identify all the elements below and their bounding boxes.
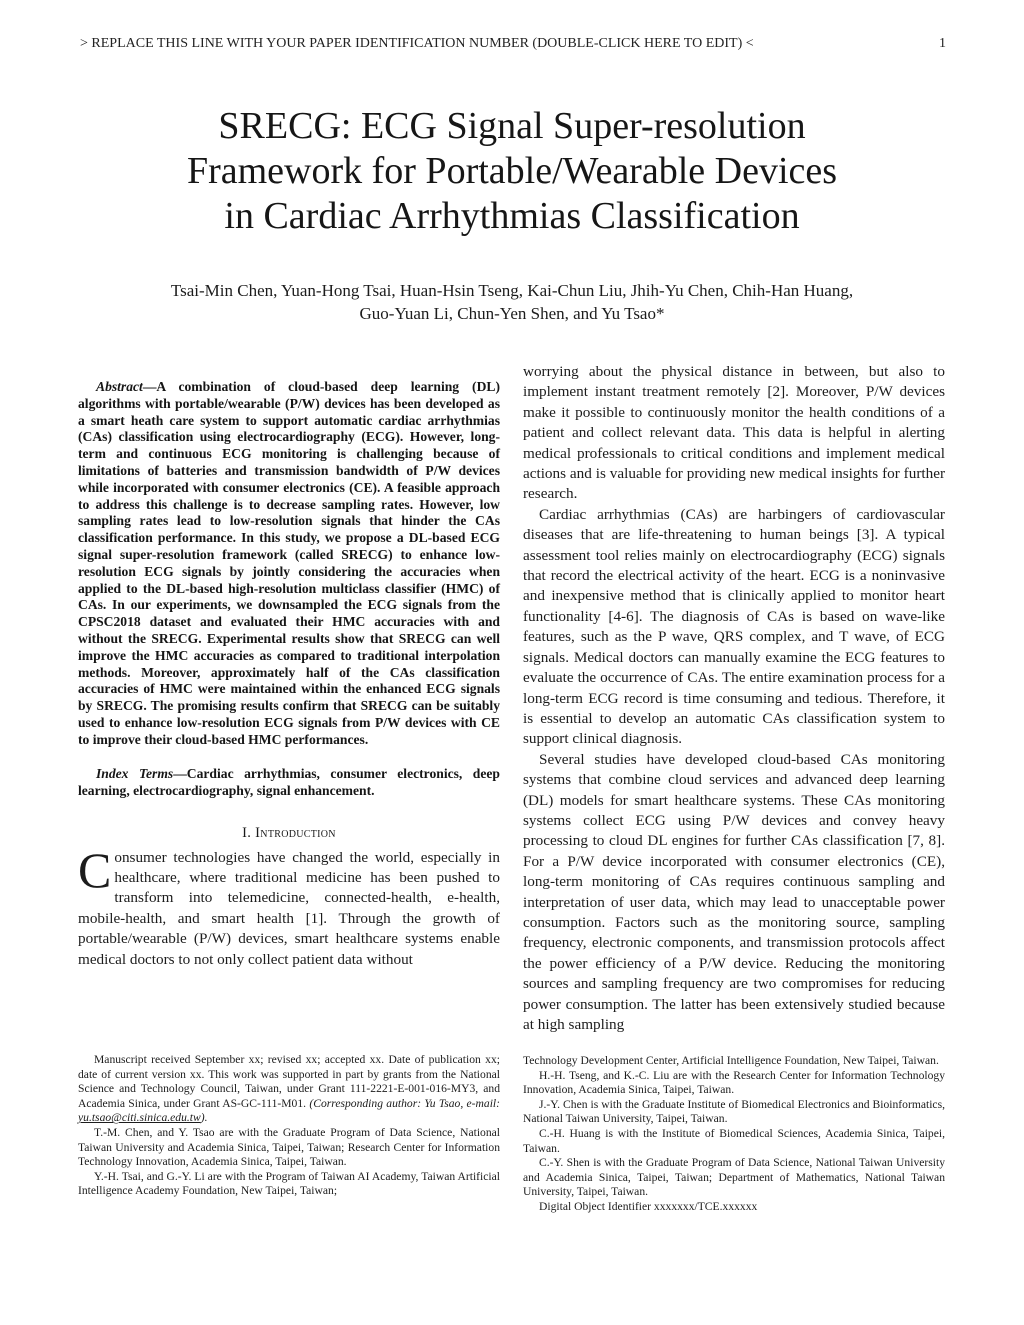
authors-line-2: Guo-Yuan Li, Chun-Yen Shen, and Yu Tsao* [359,304,665,323]
title-line-1: SRECG: ECG Signal Super-resolution [218,105,806,147]
index-terms-dash: — [173,765,187,781]
footnote-affiliation-3: H.-H. Tseng, and K.-C. Liu are with the Research Center for Information Technology Innovation, Academia Sinica, Taipei, Taiwan. [523,1068,945,1097]
footnote-affiliation-4: J.-Y. Chen is with the Graduate Institute of Biomedical Electronics and Bioinformatics, National Taiwan University, Taipei, Taiwan. [523,1097,945,1126]
section-title: Introduction [255,824,336,841]
intro-body-right [523,362,945,1035]
drop-cap: C [78,841,112,898]
footnote-affiliation-2-continued: Technology Development Center, Artificial Intelligence Foundation, New Taipei, Taiwan. [523,1054,939,1067]
page-number: 1 [939,36,946,51]
abstract-dash: — [142,379,157,394]
email-link[interactable]: yu.tsao@citi.sinica.edu.tw [78,1111,201,1125]
left-column [78,379,500,970]
footnote-manuscript [78,1053,500,1126]
footnote-affiliation-1: T.-M. Chen, and Y. Tsao are with the Graduate Program of Data Science, National Taiwan University and Academia Sinica, Taipei, Taiwan; Research Center for Information Technology Innovation, Academia Sinica, Taipei, Taiwan. [78,1125,500,1169]
intro-p1-continued: worrying about the physical distance in between, but also to implement instant treatment remotely [2]. Moreover, P/W devices make it possible to continuously monitor the health conditions of a patient and collect relevant data. This data is helpful in alerting medical professionals to critical conditions and implement medical actions and is valuable for providing new medical insights for further research. [523,363,945,503]
paper-title [0,104,1024,239]
running-header [78,36,946,52]
footnote-doi: Digital Object Identifier xxxxxxx/TCE.xxxxxx [539,1199,758,1213]
index-terms-text: Cardiac arrhythmias, consumer electronics, deep learning, electrocardiography, signal enhancement. [78,765,500,798]
footnote-affiliation-6: C.-Y. Shen is with the Graduate Program of Data Science, National Taiwan University and Academia Sinica, Taipei, Taiwan; Department of Mathematics, National Taiwan University, Taipei, Taiwan. [523,1156,945,1199]
title-line-2: Framework for Portable/Wearable Devices [186,150,838,192]
intro-p1-text: onsumer technologies have changed the world, especially in healthcare, where traditional medicine has been pushed to transform into telemedicine, connected-health, e-health, mobile-health, and smart health [1]. Through the growth of portable/wearable (P/W) devices, smart healthcare systems enable medical doctors to not only collect patient data without [78,848,500,968]
section-heading-introduction [78,825,500,842]
footnote-affiliation-2: Y.-H. Tsai, and G.-Y. Li are with the Program of Taiwan AI Academy, Taiwan Artificial Intelligence Academy Foundation, New Taipei, Taiwan; [78,1169,500,1198]
abstract-label: Abstract [96,379,143,394]
footnotes-left [78,1053,500,1199]
corresponding-author-end: ). [200,1111,208,1125]
abstract-text: A combination of cloud-based deep learning (DL) algorithms with portable/wearable (P/W) devices has been developed as a smart heath care system to support automatic cardiac arrhythmias (CAs) classification using electrocardiography (ECG). However, long-term and continuous ECG monitoring is challenging because of limitations of batteries and transmission bandwidth of P/W devices while incorporated with consumer electronics (CE). A feasible approach to address this challenge is to decrease sampling rates. However, low sampling rates lead to low-resolution signals that hinder the CAs classification performance. In this study, we propose a DL-based ECG signal super-resolution framework (called SRECG) to enhance low-resolution ECG signals by jointly considering the accuracies when applied to the DL-based high-resolution multiclass classifier (HMC) of CAs. In our experiments, we downsampled the ECG signals from the CPSC2018 dataset and evaluated their HMC accuracies with and without the SRECG. Experimental results show that SRECG can well improve the HMC accuracies as compared to traditional interpolation methods. Moreover, approximately half of the CAs classification accuracies of HMC were maintained within the enhanced ECG signals by SRECG. The promising results confirm that SRECG can be suitably used to enhance low-resolution ECG signals from P/W devices with CE to improve their cloud-based HMC performances. [78,379,500,747]
section-number: I. [242,824,252,841]
footnote-manuscript-text: Manuscript received September xx; revised xx; accepted xx. Date of publication xx; date of current version xx. This work was supported in part by grants from the National Science and Technology Council, Taiwan, under Grant 111-2221-E-001-016-MY3, and Academia Sinica, under Grant AS-GC-111-M01. [78,1053,500,1110]
abstract [78,379,500,749]
author-list [60,279,964,325]
intro-paragraph-2: Cardiac arrhythmias (CAs) are harbingers of cardiovascular diseases that are life-threatening to human beings [3]. A typical assessment tool relies mainly on electrocardiography (ECG) signals that record the electrical activity of the heart. ECG is a noninvasive and inexpensive method that is clinically applied to monitor heart functionality [4-6]. The diagnosis of CAs is based on wave-like features, such as the P wave, QRS complex, and T wave, of ECG signals. Medical doctors can manually examine the ECG features to evaluate the occurrence of CAs. The entire examination process for a long-term ECG record is time consuming and tedious. Therefore, it is essential to develop an automatic CAs classification system to support clinical diagnosis. [523,505,945,748]
intro-paragraph-1 [78,841,500,970]
running-head-text: > REPLACE THIS LINE WITH YOUR PAPER IDENTIFICATION NUMBER (DOUBLE-CLICK HERE TO EDIT) < [80,36,754,51]
footnote-affiliation-5: C.-H. Huang is with the Institute of Biomedical Sciences, Academia Sinica, Taipei, Taiwan. [523,1126,945,1155]
intro-paragraph-3: Several studies have developed cloud-based CAs monitoring systems that combine cloud services and advanced deep learning (DL) models for smart healthcare systems. These CAs monitoring systems collect ECG using P/W devices and convey heavy processing to cloud DL engines for further CAs classification [7, 8]. For a P/W device incorporated with consumer electronics (CE), long-term monitoring of CAs requires continuous sampling and interpretation of user data, which may lead to unacceptable power consumption. Factors such as the monitoring source, sampling frequency, electronic components, and transmission protocols affect the power efficiency of a P/W device. Reducing the monitoring sources and sampling frequency are two compromises for reducing power consumption. The latter has been extensively studied because at high sampling [523,750,945,1033]
title-line-3: in Cardiac Arrhythmias Classification [224,195,800,237]
footnotes-right [523,1054,945,1215]
index-terms-label: Index Terms [96,765,174,781]
index-terms [78,765,500,799]
corresponding-author-label: (Corresponding author: Yu Tsao, e-mail: [309,1096,500,1110]
right-column [523,362,945,1035]
authors-line-1: Tsai-Min Chen, Yuan-Hong Tsai, Huan-Hsin Tseng, Kai-Chun Liu, Jhih-Yu Chen, Chih-Han Huang, [170,281,854,300]
